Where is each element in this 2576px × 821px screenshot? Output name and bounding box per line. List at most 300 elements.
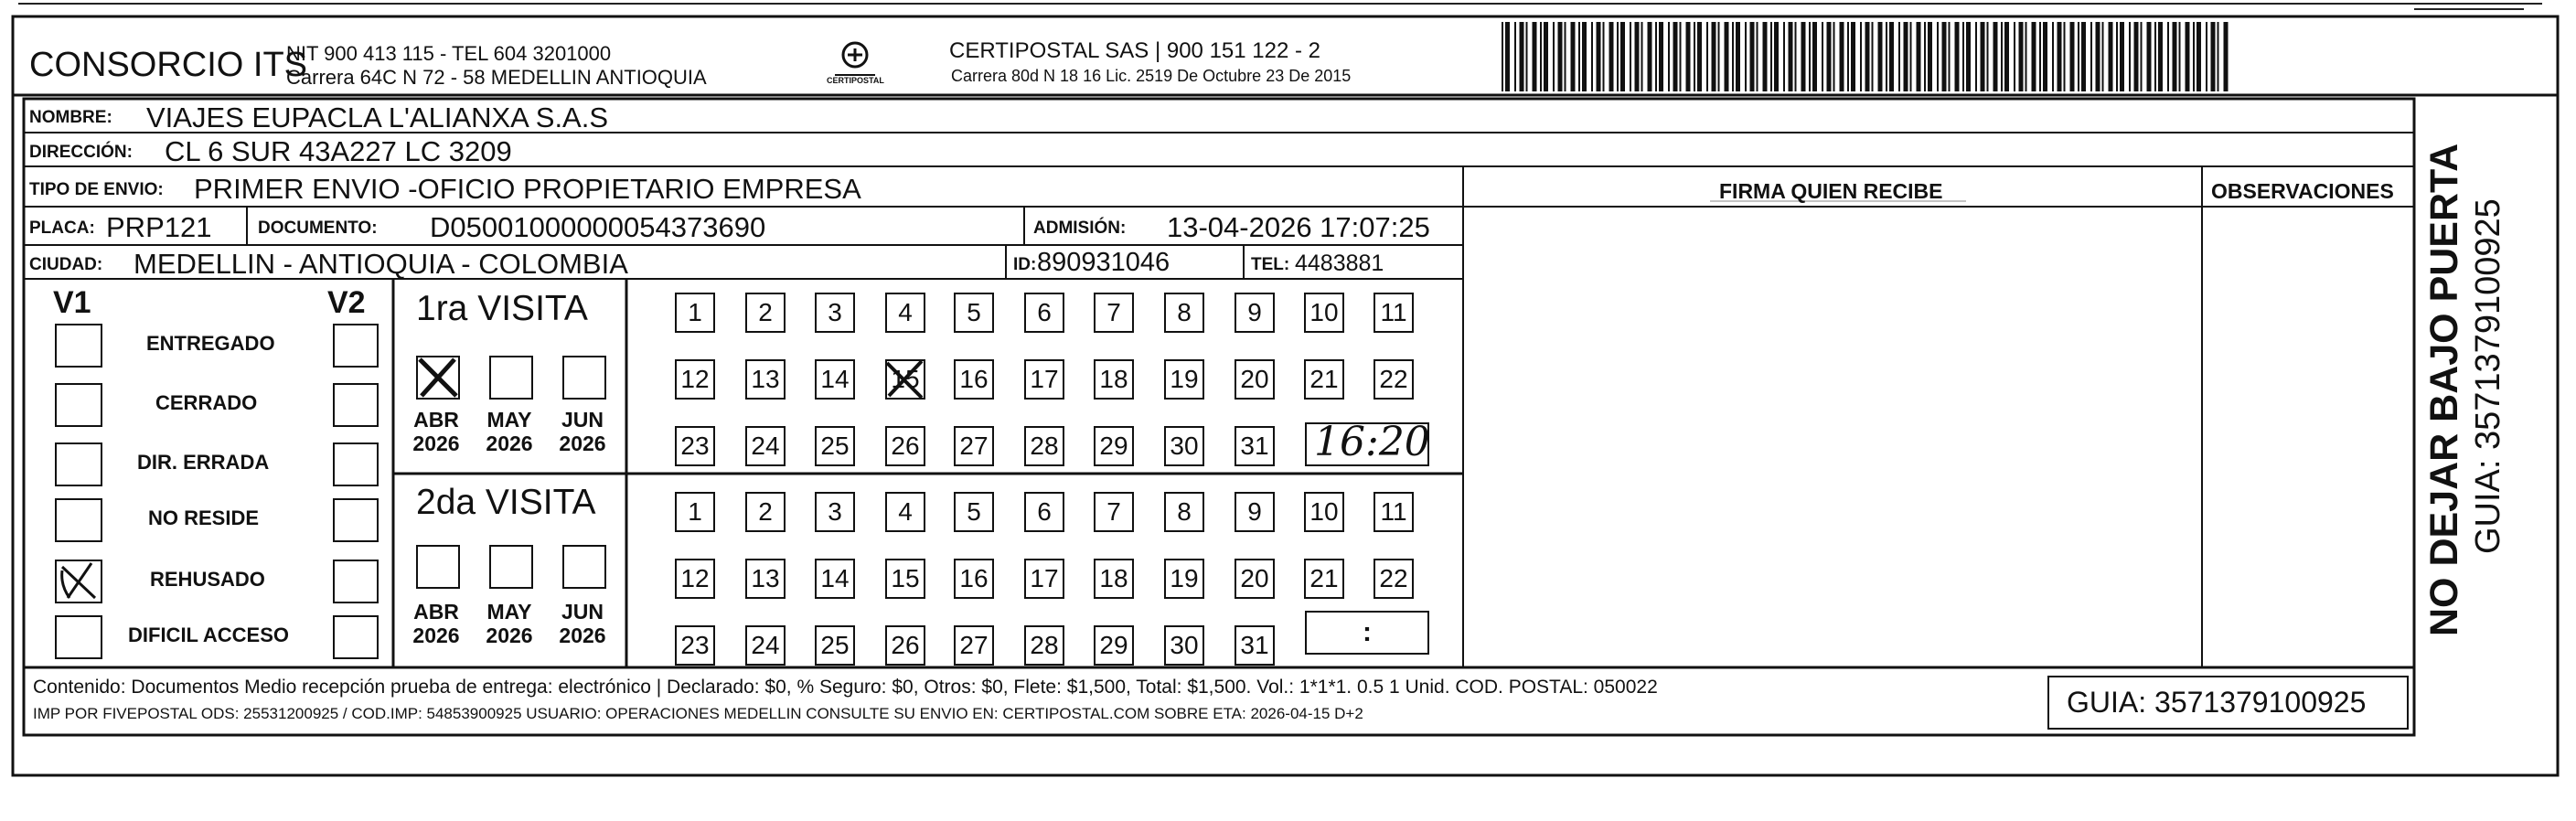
company-name: CONSORCIO ITS [29,46,308,84]
barcode-bar [1812,22,1817,91]
day-box[interactable] [954,559,994,599]
barcode-bar [1851,22,1855,91]
barcode-bar [1860,22,1862,91]
month-name: ABR [413,408,459,432]
barcode-bar [1955,22,1960,91]
barcode-bar [1924,22,1926,91]
day-box[interactable] [745,559,786,599]
barcode-bar [1641,22,1643,91]
first-visit-time-box[interactable] [1305,419,1430,466]
day-box[interactable] [1094,492,1134,532]
status-v2-checkbox-cerrado[interactable] [333,383,379,427]
first-visit-time-value: 16:20 [1314,419,1430,465]
day-number: 23 [680,432,710,460]
day-box[interactable] [885,293,925,333]
ciudad-value: MEDELLIN - ANTIOQUIA - COLOMBIA [134,248,628,280]
day-number: 17 [1030,365,1059,393]
day-number: 11 [1380,497,1407,526]
day-box[interactable] [1024,492,1064,532]
barcode-bar [2186,22,2190,91]
day-box[interactable] [815,625,855,666]
barcode-bar [1801,22,1806,91]
day-box[interactable] [675,625,715,666]
day-box[interactable] [954,426,994,466]
status-v2-checkbox-dir-errada[interactable] [333,442,379,486]
barcode-bar [1872,22,1874,91]
carrier-address: Carrera 80d N 18 16 Lic. 2519 De Octubre 23 De 2015 [951,67,1352,85]
day-box[interactable] [1304,492,1344,532]
direccion-label: DIRECCIÓN: [29,143,133,162]
day-box[interactable] [815,426,855,466]
day-number: 21 [1309,564,1339,592]
barcode-bar [2014,22,2015,91]
day-number: 14 [820,564,850,592]
day-number: 30 [1170,631,1199,659]
first-visit-month-jun-checkbox[interactable] [562,356,606,400]
barcode-bar [2102,22,2104,91]
barcode-bar [1770,22,1772,91]
day-box[interactable] [1374,293,1414,333]
x-mark-icon [418,357,458,398]
status-label-cerrado: CERRADO [155,391,258,414]
day-number: 6 [1037,298,1052,326]
barcode-bar [1655,22,1657,91]
status-v1-checkbox-dificil-acceso[interactable] [55,615,102,659]
day-number: 2 [758,497,773,526]
day-box[interactable] [1094,293,1134,333]
barcode-bar [2179,22,2181,91]
company-address: Carrera 64C N 72 - 58 MEDELLIN ANTIOQUIA [286,66,707,89]
barcode-bar [2039,22,2041,91]
day-box[interactable] [745,293,786,333]
barcode-bar [1582,22,1587,91]
second-visit-month-abr-checkbox[interactable] [416,545,460,589]
x-mark-icon [885,359,925,400]
day-number: 18 [1099,365,1128,393]
month-name: MAY [486,600,532,624]
day-number: 29 [1099,432,1128,460]
day-number: 6 [1037,497,1052,526]
day-box[interactable] [1374,492,1414,532]
day-number: 2 [758,298,773,326]
day-number: 15 [891,365,920,393]
day-number: 25 [820,631,850,659]
barcode-bar [1822,22,1823,91]
day-number: 31 [1240,432,1269,460]
day-box[interactable] [745,492,786,532]
month-name: JUN [561,408,604,432]
barcode-bar [2218,22,2219,91]
month-year: 2026 [559,432,606,456]
second-visit-month-abr-label [404,600,468,648]
day-box[interactable] [885,492,925,532]
day-box[interactable] [1164,426,1204,466]
day-number: 13 [751,365,780,393]
barcode-bar [1520,22,1524,91]
day-number: 28 [1030,631,1059,659]
v2-header: V2 [327,285,366,320]
day-box[interactable] [1304,359,1344,400]
barcode-bar [1736,22,1740,91]
day-number: 24 [751,631,780,659]
admision-value: 13-04-2026 17:07:25 [1167,211,1430,243]
day-box[interactable] [885,559,925,599]
day-box[interactable] [1164,625,1204,666]
barcode-bar [1865,22,1870,91]
barcode-bar [1591,22,1593,91]
day-number: 27 [959,631,989,659]
first-visit-month-may-label [477,408,541,456]
barcode-bar [1827,22,1832,91]
barcode-bar [1917,22,1921,91]
day-box[interactable] [815,492,855,532]
first-visit-month-abr-checkbox[interactable] [416,356,460,400]
barcode-bar [2078,22,2079,91]
day-box[interactable] [1235,293,1275,333]
day-box[interactable] [675,559,715,599]
day-number: 10 [1309,298,1339,326]
v1-header: V1 [53,285,91,320]
second-visit-month-may-label [477,600,541,648]
barcode-bar [1673,22,1678,91]
day-box[interactable] [1235,426,1275,466]
barcode-bar [1553,22,1555,91]
day-box[interactable] [815,359,855,400]
second-visit-title: 2da VISITA [416,483,596,522]
day-box[interactable] [745,625,786,666]
day-box[interactable] [1024,293,1064,333]
day-number: 19 [1170,365,1199,393]
first-visit-title: 1ra VISITA [416,289,588,328]
barcode-bar [1987,22,1989,91]
barcode-bar [1620,22,1625,91]
status-v1-checkbox-dir-errada[interactable] [55,442,102,486]
barcode-bar [1712,22,1716,91]
id-value: 890931046 [1037,248,1170,277]
day-box[interactable] [954,359,994,400]
day-box[interactable] [815,293,855,333]
status-v1-checkbox-no-reside[interactable] [55,498,102,542]
day-number: 28 [1030,432,1059,460]
barcode-bar [1889,22,1894,91]
second-visit-month-may-checkbox[interactable] [489,545,533,589]
barcode-bar [1732,22,1734,91]
status-v1-checkbox-rehusado[interactable] [55,560,102,603]
status-v1-checkbox-entregado[interactable] [55,324,102,368]
barcode-bar [1718,22,1720,91]
day-box[interactable] [1235,359,1275,400]
barcode-bar [2064,22,2066,91]
day-box[interactable] [1094,359,1134,400]
day-number: 4 [898,298,913,326]
barcode-bar [1540,22,1542,91]
day-number: 20 [1240,564,1269,592]
first-visit-month-may-checkbox[interactable] [489,356,533,400]
day-number: 22 [1379,365,1408,393]
barcode-bar [1847,22,1849,91]
footer-imp-line: IMP POR FIVEPOSTAL ODS: 25531200925 / COD.IMP: 54853900925 USUARIO: OPERACIONES MEDELLIN CONSULTE SU ENVIO EN: CERTIPOSTAL.COM SOBRE ETA: 2026-04-15 D+2 [33,705,1363,722]
company-nit-tel: NIT 900 413 115 - TEL 604 3201000 [286,42,612,65]
day-box[interactable] [1024,359,1064,400]
barcode-bar [1686,22,1691,91]
day-box[interactable] [1164,359,1204,400]
barcode-bar [1526,22,1528,91]
barcode-bar [1975,22,1977,91]
barcode-bar [2197,22,2201,91]
day-box[interactable] [675,293,715,333]
day-number: 25 [820,432,850,460]
barcode-bar [1597,22,1601,91]
day-box[interactable] [1304,293,1344,333]
barcode-bar [2004,22,2009,91]
barcode-bar [1750,22,1755,91]
first-visit-month-abr-label [404,408,468,456]
barcode-bar [1630,22,1631,91]
day-number: 21 [1309,365,1339,393]
second-visit-month-jun-label [550,600,615,648]
day-number: 3 [828,298,842,326]
barcode-bar [1725,22,1729,91]
footer-guia-box: GUIA: 3571379100925 [2067,686,2367,719]
placa-value: PRP121 [106,211,212,243]
day-box[interactable] [1164,293,1204,333]
barcode-bar [1949,22,1951,91]
certipostal-logo [828,37,882,90]
day-box[interactable] [1235,492,1275,532]
status-label-entregado: ENTREGADO [146,332,275,355]
first-visit-month-jun-label [550,408,615,456]
status-v2-checkbox-no-reside[interactable] [333,498,379,542]
day-box[interactable] [954,492,994,532]
day-number: 30 [1170,432,1199,460]
barcode-bar [2109,22,2113,91]
day-number: 10 [1309,497,1339,526]
check-mark-icon [57,561,101,602]
day-number: 1 [688,497,702,526]
barcode-bar [2019,22,2024,91]
barcode-bar [2134,22,2139,91]
day-box[interactable] [745,426,786,466]
second-visit-time-box[interactable] [1305,611,1429,655]
day-box[interactable] [954,293,994,333]
day-box[interactable] [1024,559,1064,599]
day-number: 8 [1177,298,1192,326]
tel-label: TEL: [1251,255,1290,274]
barcode-bar [1533,22,1537,91]
day-box[interactable] [675,492,715,532]
barcode [1500,22,2231,91]
barcode-bar [2173,22,2177,91]
day-number: 16 [959,365,989,393]
barcode-bar [1757,22,1758,91]
barcode-bar [1603,22,1605,91]
month-name: JUN [561,600,604,624]
status-label-no-reside: NO RESIDE [148,506,260,529]
barcode-bar [1635,22,1640,91]
tel-value: 4483881 [1295,251,1384,276]
day-box[interactable] [1094,426,1134,466]
barcode-bar [1571,22,1576,91]
barcode-bar [2129,22,2131,91]
month-year: 2026 [412,432,460,456]
status-v2-checkbox-entregado[interactable] [333,324,379,368]
barcode-bar [1505,22,1510,91]
day-box[interactable] [1235,625,1275,666]
month-name: ABR [413,600,459,624]
second-visit-month-jun-checkbox[interactable] [562,545,606,589]
barcode-bar [2001,22,2003,91]
barcode-bar [1783,22,1785,91]
month-year: 2026 [559,624,606,648]
day-box[interactable] [675,359,715,400]
barcode-bar [2211,22,2216,91]
day-number: 7 [1106,497,1121,526]
status-label-dir-errada: DIR. ERRADA [137,451,270,474]
barcode-bar [2026,22,2027,91]
barcode-bar [1840,22,1844,91]
barcode-bar [1904,22,1908,91]
footer-contents-line: Contenido: Documentos Medio recepción prueba de entrega: electrónico | Declarado: $0, % Seguro: $0, Otros: $0, Flete: $1,500, Total: $1,500. Vol.: 1*1*1. 0.5 1 Unid. COD. POSTAL: 050022 [33,677,1658,698]
nombre-label: NOMBRE: [29,108,112,127]
barcode-bar [1609,22,1614,91]
day-box[interactable] [885,625,925,666]
day-box[interactable] [1024,426,1064,466]
barcode-bar [2070,22,2075,91]
barcode-bar [1942,22,1947,91]
placa-label: PLACA: [29,219,95,238]
day-number: 4 [898,497,913,526]
barcode-bar [2096,22,2100,91]
side-guia-number: GUIA: 3571379100925 [2469,198,2507,554]
day-number: 18 [1099,564,1128,592]
barcode-bar [1774,22,1779,91]
barcode-bar [1962,22,1964,91]
logo-caption: CERTIPOSTAL [827,76,884,85]
tipo-envio-value: PRIMER ENVIO -OFICIO PROPIETARIO EMPRESA [194,173,861,205]
day-number: 7 [1106,298,1121,326]
day-number: 11 [1380,298,1407,326]
status-v2-checkbox-dificil-acceso[interactable] [333,615,379,659]
barcode-bar [2206,22,2207,91]
carrier-name: CERTIPOSTAL SAS | 900 151 122 - 2 [949,38,1320,63]
day-number: 16 [959,564,989,592]
nombre-value: VIAJES EUPACLA L'ALIANXA S.A.S [146,101,609,133]
day-number: 19 [1170,564,1199,592]
day-number: 5 [967,497,981,526]
day-number: 20 [1240,365,1269,393]
documento-value: D05001000000054373690 [430,211,766,243]
barcode-bar [1694,22,1695,91]
barcode-bar [2158,22,2163,91]
day-box[interactable] [1164,492,1204,532]
barcode-bar [2167,22,2169,91]
barcode-bar [1795,22,1797,91]
status-label-rehusado: REHUSADO [150,568,265,591]
day-box[interactable] [885,359,925,400]
day-number: 13 [751,564,780,592]
id-label: ID: [1013,255,1037,274]
day-number: 9 [1247,497,1262,526]
barcode-bar [1763,22,1768,91]
day-box[interactable] [1164,559,1204,599]
status-label-dificil-acceso: DIFICIL ACCESO [128,624,290,646]
day-number: 1 [688,298,702,326]
barcode-bar [1981,22,1985,91]
day-box[interactable] [885,426,925,466]
barcode-bar [1789,22,1793,91]
day-number: 14 [820,365,850,393]
day-number: 23 [680,631,710,659]
status-v1-checkbox-cerrado[interactable] [55,383,102,427]
day-number: 24 [751,432,780,460]
day-box[interactable] [1374,359,1414,400]
barcode-bar [2193,22,2195,91]
second-visit-time-value: : [1363,617,1372,647]
barcode-bar [1993,22,1998,91]
day-box[interactable] [1094,625,1134,666]
status-v2-checkbox-rehusado[interactable] [333,560,379,603]
barcode-bar [2147,22,2152,91]
barcode-bar [2052,22,2054,91]
barcode-bar [1706,22,1708,91]
barcode-bar [1937,22,1939,91]
barcode-bar [1578,22,1580,91]
ciudad-label: CIUDAD: [29,255,103,274]
barcode-bar [1659,22,1663,91]
barcode-bar [1514,22,1516,91]
day-box[interactable] [1374,559,1414,599]
barcode-bar [1745,22,1747,91]
barcode-bar [2043,22,2047,91]
day-number: 27 [959,432,989,460]
barcode-bar [1558,22,1563,91]
day-box[interactable] [1304,559,1344,599]
day-box[interactable] [1024,625,1064,666]
firma-header: FIRMA QUIEN RECIBE [1719,179,1943,203]
barcode-bar [1878,22,1883,91]
barcode-bar [2116,22,2118,91]
day-number: 15 [891,564,920,592]
barcode-bar [1668,22,1670,91]
barcode-bar [2224,22,2229,91]
direccion-value: CL 6 SUR 43A227 LC 3209 [165,135,512,167]
month-year: 2026 [486,432,533,456]
barcode-bar [1648,22,1652,91]
barcode-bar [2154,22,2156,91]
day-number: 22 [1379,564,1408,592]
day-box[interactable] [1094,559,1134,599]
day-box[interactable] [1235,559,1275,599]
day-number: 31 [1240,631,1269,659]
side-notice-no-dejar: NO DEJAR BAJO PUERTA [2422,143,2466,636]
day-box[interactable] [815,559,855,599]
barcode-bar [1928,22,1932,91]
barcode-bar [2081,22,2086,91]
day-box[interactable] [675,426,715,466]
barcode-bar [1544,22,1548,91]
barcode-bar [1809,22,1811,91]
barcode-bar [1898,22,1900,91]
day-box[interactable] [954,625,994,666]
day-box[interactable] [745,359,786,400]
barcode-bar [2120,22,2124,91]
day-number: 3 [828,497,842,526]
month-year: 2026 [412,624,460,648]
day-number: 17 [1030,564,1059,592]
barcode-bar [2032,22,2036,91]
barcode-bar [1680,22,1682,91]
month-name: MAY [486,408,532,432]
